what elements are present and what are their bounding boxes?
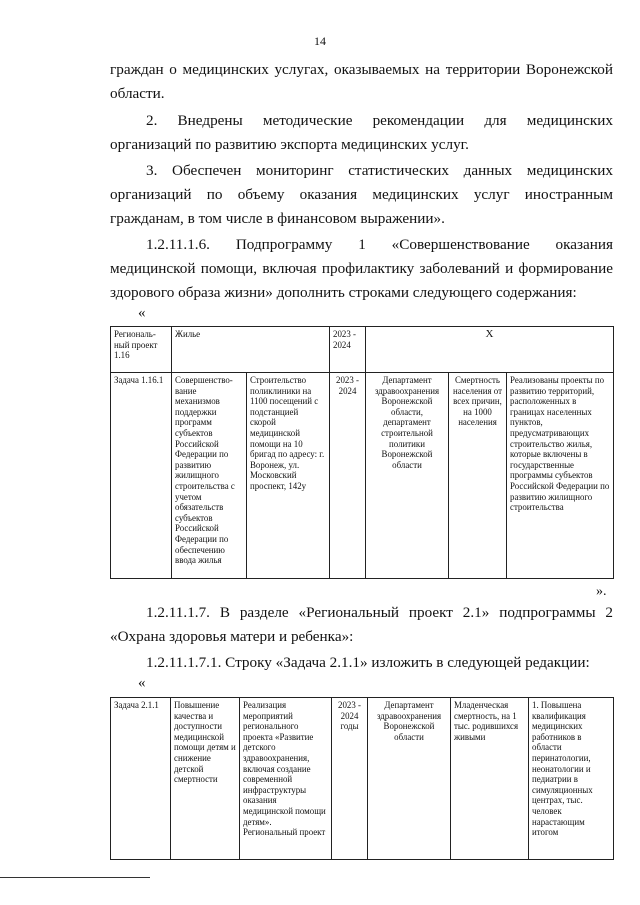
table-cell: Реализованы проекты по развитию территорий, расположенных в границах населенных пунктов, предусматривающих строительство жилья, которые включены в государственные программы субъектов Российской Федерации по развитию жилищного строительства <box>507 373 614 579</box>
paragraph-line: области. <box>110 85 165 102</box>
close-quote-mark: ». <box>596 584 607 599</box>
table-cell: Повышение качества и доступности медицинской помощи детям и снижение детской смертности <box>171 698 240 860</box>
table-cell: 2023 - 2024 <box>330 373 366 579</box>
page-number: 14 <box>314 34 326 48</box>
paragraph-line: 2. Внедрены методические рекомендации для медицинских <box>146 112 613 129</box>
table-row <box>111 327 614 373</box>
table-cell: 1. Повышена квалификация медицинских работников в области перинатологии, неонатологии и педиатрии в симуляционных центрах, тыс. человек нарастающим итогом <box>529 698 614 860</box>
table-cell: Задача 1.16.1 <box>111 373 172 579</box>
table-cell: Региональ-ный проект 1.16 <box>111 327 172 373</box>
paragraph-line: граждан о медицинских услугах, оказываемых на территории Воронежской <box>110 61 613 78</box>
table-cell: Строительство поликлиники на 1100 посещений с подстанцией скорой медицинской помощи на 10 бригад по адресу: г. Воронеж, ул. Московский проспект, 142у <box>247 373 330 579</box>
table-row <box>111 698 614 860</box>
table-regional-project-1-16 <box>110 326 614 579</box>
table-cell: Департамент здравоохранения Воронежской области, департамент строительной политики Воронежской области <box>366 373 449 579</box>
table-cell: Департамент здравоохранения Воронежской области <box>368 698 451 860</box>
paragraph-line: 1.2.11.1.7. В разделе «Региональный проект 2.1» подпрограммы 2 <box>146 604 613 621</box>
table-cell: Смертность населения от всех причин, на 1000 населения <box>449 373 507 579</box>
table-cell: 2023 - 2024 <box>330 327 366 373</box>
paragraph-line: гражданам, в том числе в финансовом выражении». <box>110 210 445 227</box>
table-row <box>111 373 614 579</box>
paragraph-line: организаций по объему оказания медицинских услуг иностранным <box>110 186 613 203</box>
paragraph-line: 1.2.11.1.7.1. Строку «Задача 2.1.1» изложить в следующей редакции: <box>146 654 590 671</box>
paragraph-line: 3. Обеспечен мониторинг статистических данных медицинских <box>146 162 613 179</box>
table-cell: Реализация мероприятий регионального проекта «Развитие детского здравоохранения, включая создание современной инфраструктуры оказания медицинской помощи детям». Региональный проект <box>240 698 332 860</box>
paragraph-line: медицинской помощи, включая профилактику заболеваний и формирование <box>110 260 613 277</box>
table-cell: Задача 2.1.1 <box>111 698 171 860</box>
paragraph-line: «Охрана здоровья матери и ребенка»: <box>110 628 354 645</box>
table-task-2-1-1 <box>110 697 614 860</box>
paragraph-line: организаций по развитию экспорта медицинских услуг. <box>110 136 469 153</box>
table-cell: 2023 - 2024 годы <box>332 698 368 860</box>
table-cell: Младенческая смертность, на 1 тыс. родившихся живыми <box>451 698 529 860</box>
table-cell: Жилье <box>172 327 330 373</box>
table-cell: Совершенство-вание механизмов поддержки программ субъектов Российской Федерации по развитию жилищного строительства с учетом обязательств субъектов Российской Федерации по обеспечению ввода жилья <box>172 373 247 579</box>
paragraph-line: 1.2.11.1.6. Подпрограмму 1 «Совершенствование оказания <box>146 236 613 253</box>
table-cell: Х <box>366 327 614 373</box>
open-quote-mark: « <box>138 305 146 321</box>
open-quote-mark: « <box>138 675 146 691</box>
footnote-divider <box>0 877 150 878</box>
paragraph-line: здорового образа жизни» дополнить строками следующего содержания: <box>110 284 577 301</box>
